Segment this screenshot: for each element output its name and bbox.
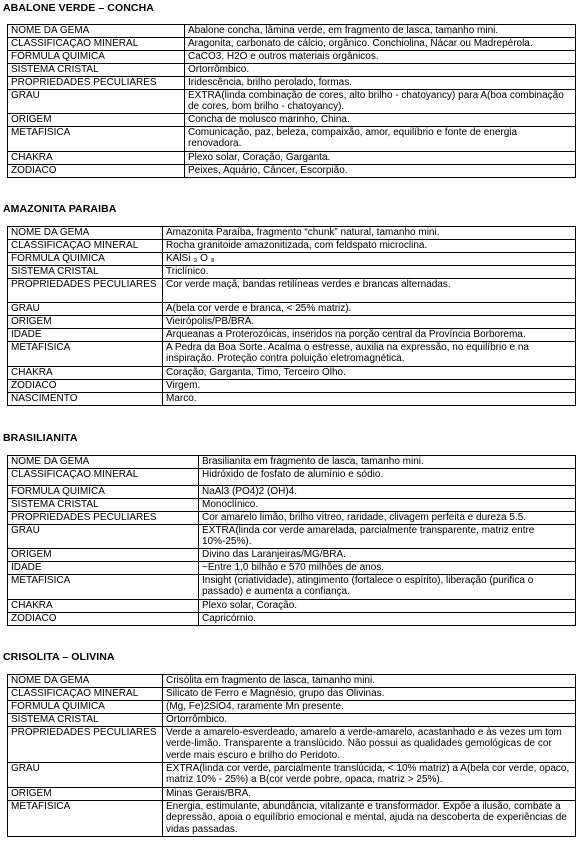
table-row: [8, 549, 576, 562]
table-row: [8, 788, 576, 801]
table-row: [8, 51, 576, 64]
property-value: EXTRA(linda combinação de cores, alto brilho - chatoyancy) para A(boa combinação de cores, bom brilho - chatoyancy).: [185, 90, 576, 114]
property-label: GRAU: [8, 90, 185, 114]
property-label: METAFÍSICA: [8, 342, 163, 367]
property-label: FÓRMULA QUIMICA: [8, 701, 163, 714]
property-value: Monoclínico.: [199, 499, 576, 512]
property-value: Coração, Garganta, Timo, Terceiro Olho.: [163, 367, 576, 380]
property-label: GRAU: [8, 303, 163, 316]
property-label: METAFÍSICA: [8, 575, 199, 600]
property-label: NASCIMENTO: [8, 393, 163, 406]
property-value: Abalone concha, lâmina verde, em fragmento de lasca, tamanho mini.: [185, 25, 576, 38]
section-title-abalone: ABALONE VERDE – CONCHA: [3, 2, 154, 14]
property-value: Hidróxido de fosfato de alumínio e sódio.: [199, 469, 576, 486]
table-row: [8, 456, 576, 469]
property-value: Comunicação, paz, beleza, compaixão, amor, equilíbrio e fonte de energia renovadora.: [185, 127, 576, 152]
property-label: ORIGEM: [8, 114, 185, 127]
property-value: Cor amarelo limão, brilho vítreo, raridade, clivagem perfeita e dureza 5.5.: [199, 512, 576, 525]
property-label: ZODIACO: [8, 165, 185, 178]
property-value: Aragonita, carbonato de cálcio, orgânico. Conchiolina, Nácar ou Madrepérola.: [185, 38, 576, 51]
property-value: Peixes, Aquário, Câncer, Escorpião.: [185, 165, 576, 178]
property-label: PROPRIEDADES PECULIARES: [8, 727, 163, 763]
property-value: Crisólita em fragmento de lasca, tamanho mini.: [163, 675, 576, 688]
property-label: CLASSIFICAÇÃO MINERAL: [8, 469, 199, 486]
property-value: Vieirópolis/PB/BRA.: [163, 316, 576, 329]
table-row: [8, 613, 576, 626]
property-label: CHAKRA: [8, 600, 199, 613]
property-label: NOME DA GEMA: [8, 675, 163, 688]
table-row: [8, 367, 576, 380]
property-label: ORIGEM: [8, 549, 199, 562]
table-row: [8, 727, 576, 763]
table-row: [8, 575, 576, 600]
table-row: [8, 90, 576, 114]
table-row: [8, 152, 576, 165]
property-label: CHAKRA: [8, 367, 163, 380]
property-label: ORIGEM: [8, 788, 163, 801]
property-value: Triclínico.: [163, 266, 576, 279]
table-row: [8, 240, 576, 253]
property-label: CLASSIFICAÇÃO MINERAL: [8, 38, 185, 51]
property-label: METAFÍSICA: [8, 127, 185, 152]
table-row: [8, 303, 576, 316]
table-row: [8, 165, 576, 178]
property-value: Capricórnio.: [199, 613, 576, 626]
property-value: Cor verde maçã, bandas retilíneas verdes e brancas alternadas.: [163, 279, 576, 303]
property-label: SISTEMA CRISTAL: [8, 714, 163, 727]
property-value: NaAl3 (PO4)2 (OH)4.: [199, 486, 576, 499]
table-row: [8, 469, 576, 486]
property-value: Amazonita Paraíba, fragmento “chunk” natural, tamanho mini.: [163, 227, 576, 240]
table-row: [8, 227, 576, 240]
property-label: GRAU: [8, 525, 199, 549]
property-value: Iridescência, brilho perolado, formas.: [185, 77, 576, 90]
section-title-brasilianita: BRASILIANITA: [3, 432, 78, 444]
table-row: [8, 253, 576, 266]
property-label: CLASSIFICAÇÃO MINERAL: [8, 240, 163, 253]
table-row: [8, 714, 576, 727]
gem-table-crisolita: [7, 674, 576, 837]
table-row: [8, 342, 576, 367]
property-label: IDADE: [8, 329, 163, 342]
property-value: Divino das Laranjeiras/MG/BRA.: [199, 549, 576, 562]
property-label: SISTEMA CRISTAL: [8, 266, 163, 279]
table-row: [8, 701, 576, 714]
table-row: [8, 25, 576, 38]
property-label: CHAKRA: [8, 152, 185, 165]
table-row: [8, 499, 576, 512]
table-row: [8, 38, 576, 51]
property-value: Energia, estimulante, abundância, vitalizante e transformador. Expõe a ilusão, combate a depressão, apoia o equilíbrio emocional e mental, ajuda na descoberta de experiências de vidas passadas.: [163, 801, 576, 837]
table-row: [8, 329, 576, 342]
property-value: Insight (criatividade), atingimento (fortalece o espírito), liberação (purifica o passado) e aumenta a confiança.: [199, 575, 576, 600]
property-label: SISTEMA CRISTAL: [8, 64, 185, 77]
property-value: EXTRA(linda cor verde, parcialmente translúcida, < 10% matriz) a A(bela cor verde, opaco, matriz 10% - 25%) a B(cor verde pobre, opaca, matriz > 25%).: [163, 763, 576, 788]
property-label: NOME DA GEMA: [8, 456, 199, 469]
table-row: [8, 486, 576, 499]
table-row: [8, 77, 576, 90]
property-label: FÓRMULA QUIMICA: [8, 486, 199, 499]
property-value: Plexo solar, Coração, Garganta.: [185, 152, 576, 165]
property-label: CLASSIFICAÇÃO MINERAL: [8, 688, 163, 701]
property-label: SISTEMA CRISTAL: [8, 499, 199, 512]
gem-table-brasilianita: [7, 455, 576, 626]
property-value: KAlSi ₃ O ₈: [163, 253, 576, 266]
table-row: [8, 600, 576, 613]
property-value: Ortorrômbico.: [163, 714, 576, 727]
table-row: [8, 127, 576, 152]
property-value: (Mg, Fe)2SiO4, raramente Mn presente.: [163, 701, 576, 714]
table-row: [8, 525, 576, 549]
table-row: [8, 675, 576, 688]
gem-table-abalone: [7, 24, 576, 178]
table-row: [8, 393, 576, 406]
table-row: [8, 380, 576, 393]
table-row: [8, 562, 576, 575]
property-label: GRAU: [8, 763, 163, 788]
section-title-crisolita: CRISOLITA – OLIVINA: [3, 651, 115, 663]
property-value: A Pedra da Boa Sorte. Acalma o estresse, auxilia na expressão, no equilíbrio e na inspiração. Proteção contra poluição eletromagnética.: [163, 342, 576, 367]
property-value: Minas Gerais/BRA.: [163, 788, 576, 801]
table-row: [8, 114, 576, 127]
section-title-amazonita: AMAZONITA PARAIBA: [3, 203, 117, 215]
property-value: Plexo solar, Coração.: [199, 600, 576, 613]
gem-table-amazonita: [7, 226, 576, 406]
table-row: [8, 316, 576, 329]
property-value: Rocha granitoide amazonitizada, com feldspato microclina.: [163, 240, 576, 253]
property-label: ORIGEM: [8, 316, 163, 329]
table-row: [8, 512, 576, 525]
table-row: [8, 763, 576, 788]
property-label: FÓRMULA QUIMICA: [8, 51, 185, 64]
table-row: [8, 266, 576, 279]
table-row: [8, 64, 576, 77]
property-label: NOME DA GEMA: [8, 227, 163, 240]
property-value: Marco.: [163, 393, 576, 406]
property-label: PROPRIEDADES PECULIARES: [8, 512, 199, 525]
table-row: [8, 801, 576, 837]
property-value: Silicato de Ferro e Magnésio, grupo das Olivinas.: [163, 688, 576, 701]
table-row: [8, 688, 576, 701]
property-value: CaCO3, H2O e outros materiais orgânicos.: [185, 51, 576, 64]
property-value: ~Entre 1,0 bilhão e 570 milhões de anos.: [199, 562, 576, 575]
property-value: Virgem.: [163, 380, 576, 393]
property-label: PROPRIEDADES PECULIARES: [8, 279, 163, 303]
property-label: IDADE: [8, 562, 199, 575]
property-value: Verde a amarelo-esverdeado, amarelo a verde-amarelo, acastanhado e às vezes um tom verde-limão. Transparente a translúcido. Não possui as qualidades gemológicas de cor verde mais escuro e brilho do Peridoto.: [163, 727, 576, 763]
property-value: Ortorrômbico.: [185, 64, 576, 77]
property-label: PROPRIEDADES PECULIARES: [8, 77, 185, 90]
property-value: A(bela cor verde e branca, < 25% matriz).: [163, 303, 576, 316]
property-value: EXTRA(linda cor verde amarelada, parcialmente transparente, matriz entre 10%-25%).: [199, 525, 576, 549]
property-label: ZODIACO: [8, 380, 163, 393]
property-label: FÓRMULA QUIMICA: [8, 253, 163, 266]
property-value: Brasilianita em fragmento de lasca, tamanho mini.: [199, 456, 576, 469]
property-value: Arqueanas a Proterozóicas, inseridos na porção central da Província Borborema.: [163, 329, 576, 342]
property-label: METAFÍSICA: [8, 801, 163, 837]
table-row: [8, 279, 576, 303]
property-label: ZODIACO: [8, 613, 199, 626]
property-label: NOME DA GEMA: [8, 25, 185, 38]
property-value: Concha de molusco marinho, China.: [185, 114, 576, 127]
